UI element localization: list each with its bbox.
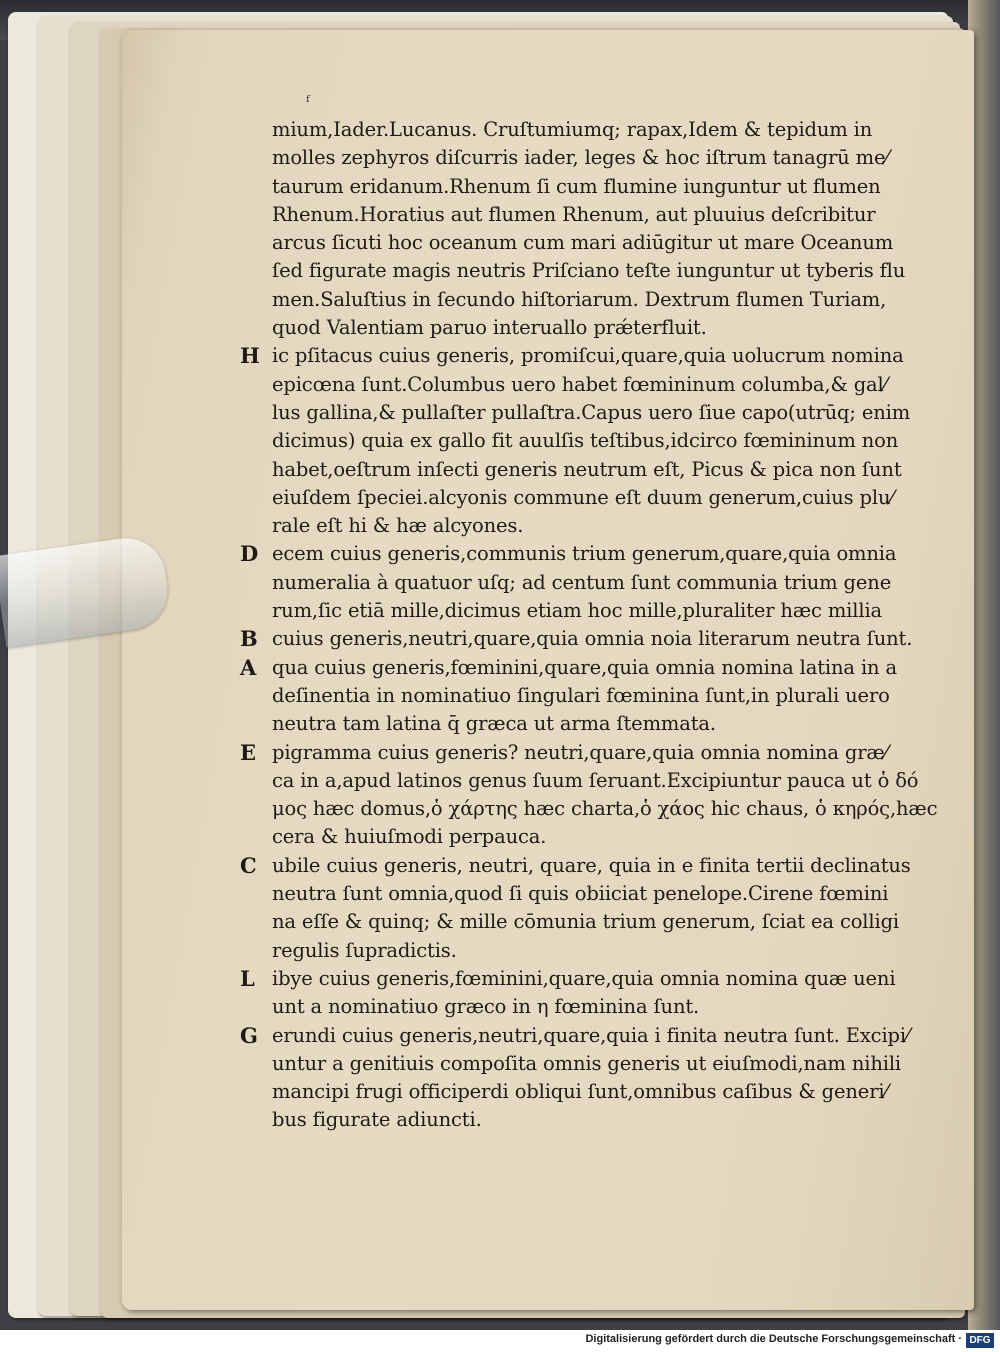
line-text: untur a genitiuis compoſita omnis generis ut eiuſmodi,nam nihili — [272, 1051, 901, 1075]
line-text: pigramma cuius generis? neutri,quare,quia omnia nomina græ⁄ — [272, 740, 888, 764]
initial-letter: B — [240, 626, 258, 652]
text-line — [238, 852, 928, 880]
line-text: na eſſe & quinq; & mille cōmunia trium generum, ſciat ea colligi — [272, 910, 899, 934]
text-line — [238, 173, 928, 201]
line-text: ſed figurate magis neutris Priſciano teſte iunguntur ut tyberis flu — [272, 259, 906, 283]
initial-letter: D — [240, 541, 259, 567]
text-line — [238, 654, 928, 682]
text-line — [238, 597, 928, 625]
line-text: Rhenum.Horatius aut flumen Rhenum, aut pluuius deſcribitur — [272, 202, 876, 226]
line-text: epicœna ſunt.Columbus uero habet fœmininum columba,& gal⁄ — [272, 372, 887, 396]
text-line — [238, 342, 928, 370]
text-line — [238, 427, 928, 455]
line-text: ecem cuius generis,communis trium generum,quare,quia omnia — [272, 542, 897, 566]
text-line — [238, 767, 928, 795]
line-text: numeralia à quatuor uſq; ad centum ſunt communia trium gene — [272, 570, 892, 594]
dfg-logo: DFG — [966, 1333, 994, 1348]
line-text: mancipi frugi officiperdi obliqui ſunt,omnibus caſibus & generi⁄ — [272, 1080, 888, 1104]
text-line — [238, 625, 928, 653]
text-line — [238, 937, 928, 965]
text-line — [238, 682, 928, 710]
line-text: ic pſitacus cuius generis, promiſcui,quare,quia uolucrum nomina — [272, 344, 904, 368]
text-line — [238, 144, 928, 172]
text-line — [238, 484, 928, 512]
line-text: taurum eridanum.Rhenum ſi cum flumine iunguntur ut flumen — [272, 174, 881, 198]
line-text: ubile cuius generis, neutri, quare, quia in e finita tertii declinatus — [272, 853, 911, 877]
line-text: neutra ſunt omnia,quod ſi quis obiiciat penelope.Cirene fœmini — [272, 882, 889, 906]
text-line — [238, 993, 928, 1021]
line-text: dicimus) quia ex gallo fit auulſis teſtibus,idcirco fœmininum non — [272, 429, 899, 453]
line-text: deſinentia in nominatiuo ſingulari fœminina ſunt,in plurali uero — [272, 683, 890, 707]
text-line — [238, 314, 928, 342]
text-line — [238, 540, 928, 568]
text-line — [238, 512, 928, 540]
line-text: regulis ſupradictis. — [272, 938, 457, 962]
line-text: eiuſdem ſpeciei.alcyonis commune eſt duum generum,cuius plu⁄ — [272, 485, 894, 509]
line-text: molles zephyros diſcurris iader, leges & hoc iſtrum tanagrū me⁄ — [272, 146, 889, 170]
text-line — [238, 710, 928, 738]
text-line — [238, 116, 928, 144]
line-text: ca in a,apud latinos genus ſuum ſeruant.Excipiuntur pauca ut ὁ δό — [272, 768, 919, 792]
text-line — [238, 286, 928, 314]
text-line — [238, 229, 928, 257]
initial-letter: G — [240, 1022, 258, 1048]
text-line — [238, 257, 928, 285]
margin-mark: ᶠ — [306, 92, 310, 111]
line-text: unt a nominatiuo græco in η fœminina ſunt. — [272, 995, 700, 1019]
text-line — [238, 1106, 928, 1134]
line-text: quod Valentiam paruo interuallo prǽterfluit. — [272, 316, 707, 340]
text-line — [238, 371, 928, 399]
page-text — [238, 116, 938, 1135]
initial-letter: A — [240, 654, 257, 680]
line-text: lus gallina,& pullaſter pullaſtra.Capus uero ſiue capo(utrūq; enim — [272, 400, 911, 424]
line-text: men.Saluſtius in ſecundo hiſtoriarum. Dextrum flumen Turiam, — [272, 287, 887, 311]
footer-credit: Digitalisierung gefördert durch die Deutsche Forschungsgemeinschaft · — [585, 1333, 962, 1345]
line-text: arcus ſicuti hoc oceanum cum mari adiūgitur ut mare Oceanum — [272, 231, 894, 255]
line-text: cuius generis,neutri,quare,quia omnia noia literarum neutra ſunt. — [272, 627, 913, 651]
initial-letter: E — [240, 739, 256, 765]
text-line — [238, 795, 938, 823]
line-text: cera & huiuſmodi perpauca. — [272, 825, 547, 849]
line-text: rum,ſic etiā mille,dicimus etiam hoc mille,pluraliter hæc millia — [272, 599, 883, 623]
line-text: habet,oeſtrum inſecti generis neutrum eſt, Picus & pica non ſunt — [272, 457, 902, 481]
text-line — [238, 569, 928, 597]
initial-letter: L — [240, 965, 255, 991]
text-line — [238, 908, 928, 936]
text-line — [238, 1050, 928, 1078]
initial-letter: C — [240, 852, 257, 878]
text-line — [238, 1078, 928, 1106]
initial-letter: H — [240, 343, 260, 369]
line-text: μος hæc domus,ὁ χάρτης hæc charta,ὁ χάος hic chaus, ὁ κηρός,hæc — [272, 797, 938, 821]
line-text: ibye cuius generis,fœminini,quare,quia omnia nomina quæ ueni — [272, 966, 896, 990]
text-line — [238, 201, 928, 229]
line-text: bus figurate adiuncti. — [272, 1108, 482, 1132]
line-text: erundi cuius generis,neutri,quare,quia i finita neutra ſunt. Excipi⁄ — [272, 1023, 910, 1047]
text-line — [238, 399, 928, 427]
text-line — [238, 1022, 928, 1050]
text-line — [238, 965, 928, 993]
text-line — [238, 823, 928, 851]
footer-bar — [0, 1330, 1000, 1352]
text-line — [238, 880, 928, 908]
text-line — [238, 739, 928, 767]
line-text: neutra tam latina q̄ græca ut arma ſtemmata. — [272, 712, 716, 736]
text-line — [238, 456, 928, 484]
line-text: mium,Iader.Lucanus. Cruſtumiumq; rapax,Idem & tepidum in — [272, 118, 873, 141]
line-text: rale eſt hi & hæ alcyones. — [272, 514, 524, 538]
line-text: qua cuius generis,fœminini,quare,quia omnia nomina latina in a — [272, 655, 897, 679]
